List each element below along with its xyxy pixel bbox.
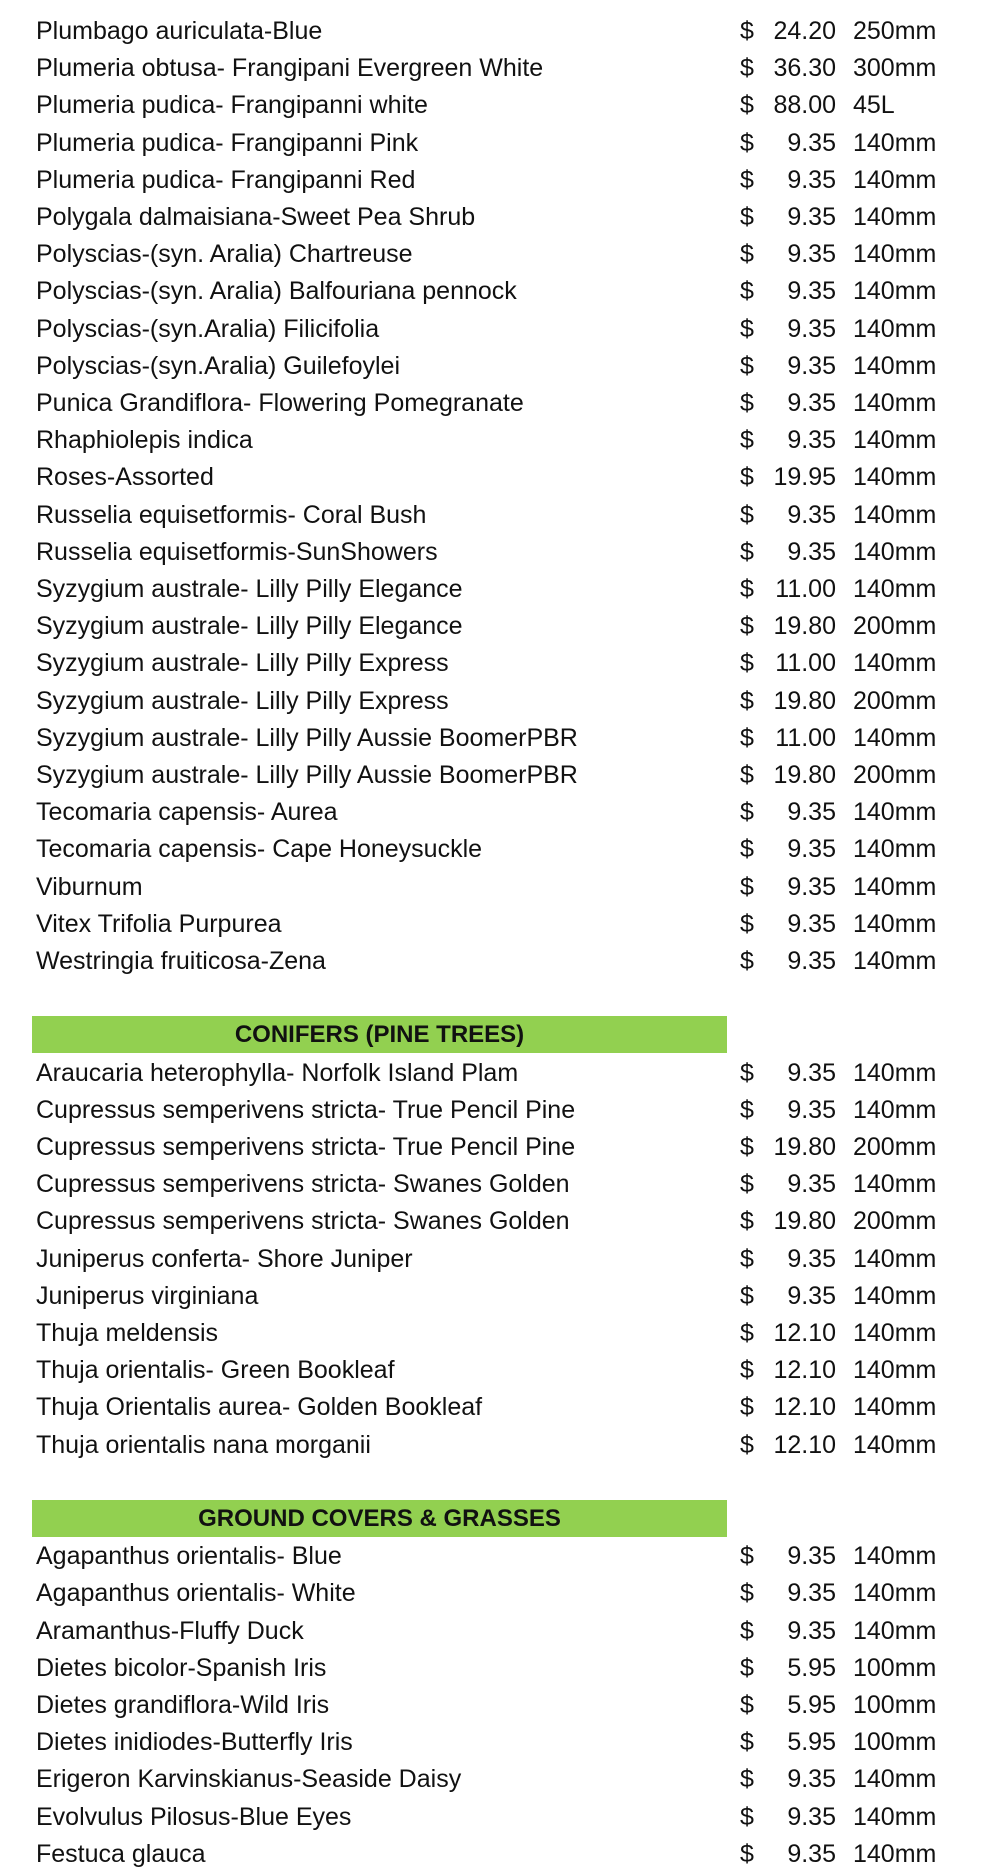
plant-name: Polyscias-(syn. Aralia) Chartreuse: [36, 240, 413, 269]
currency-symbol: $: [740, 1095, 754, 1124]
pot-size: 140mm: [853, 1244, 937, 1273]
list-item: [0, 1723, 988, 1760]
list-item: [0, 310, 988, 347]
price-value: 19.95: [773, 463, 836, 492]
list-item: [0, 161, 988, 198]
list-item: [0, 496, 988, 533]
pot-size: 140mm: [853, 1393, 937, 1422]
pot-size: 140mm: [853, 500, 937, 529]
plant-name: Dietes inidiodes-Butterfly Iris: [36, 1728, 353, 1757]
pot-size: 140mm: [853, 1542, 937, 1571]
list-item: [0, 1835, 988, 1872]
price-value: 19.80: [773, 1207, 836, 1236]
pot-size: 140mm: [853, 909, 937, 938]
list-item: [0, 458, 988, 495]
plant-name: Cupressus semperivens stricta- True Pencil Pine: [36, 1133, 576, 1161]
pot-size: 140mm: [853, 1802, 937, 1831]
plant-name: Syzygium australe- Lilly Pilly Aussie BoomerPBR: [36, 761, 578, 789]
pot-size: 140mm: [853, 314, 937, 343]
plant-name: Cupressus semperivens stricta- True Pencil Pine: [36, 1095, 576, 1124]
price-value: 9.35: [787, 798, 836, 827]
list-item: [0, 198, 988, 235]
list-item: [0, 1537, 988, 1574]
currency-symbol: $: [740, 1244, 754, 1273]
plant-name: Dietes bicolor-Spanish Iris: [36, 1653, 327, 1682]
currency-symbol: $: [740, 835, 754, 864]
list-item: [0, 1277, 988, 1314]
plant-name: Plumeria pudica- Frangipanni white: [36, 91, 428, 120]
plant-name: Polyscias-(syn.Aralia) Filicifolia: [36, 314, 380, 343]
price-value: 9.35: [787, 351, 836, 380]
currency-symbol: $: [740, 1319, 754, 1347]
currency-symbol: $: [740, 54, 754, 83]
currency-symbol: $: [740, 1839, 754, 1868]
price-value: 5.95: [787, 1653, 836, 1682]
price-value: 9.35: [787, 1281, 836, 1310]
plant-name: Cupressus semperivens stricta- Swanes Golden: [36, 1170, 570, 1199]
list-item: [0, 347, 988, 384]
price-value: 9.35: [787, 1244, 836, 1273]
list-item: [0, 533, 988, 570]
price-value: 9.35: [787, 872, 836, 901]
currency-symbol: $: [740, 500, 754, 529]
price-value: 9.35: [787, 203, 836, 231]
price-value: 24.20: [773, 17, 836, 45]
list-item: [0, 905, 988, 942]
list-item: [0, 1165, 988, 1202]
currency-symbol: $: [740, 798, 754, 827]
currency-symbol: $: [740, 761, 754, 789]
pot-size: 140mm: [853, 649, 937, 678]
pot-size: 200mm: [853, 612, 937, 641]
currency-symbol: $: [740, 165, 754, 194]
pot-size: 140mm: [853, 351, 937, 380]
list-item: [0, 49, 988, 86]
pot-size: 250mm: [853, 17, 937, 45]
list-item: [0, 570, 988, 607]
plant-name: Vitex Trifolia Purpurea: [36, 909, 282, 938]
price-value: 9.35: [787, 277, 836, 306]
list-item: [0, 644, 988, 681]
plant-name: Viburnum: [36, 872, 143, 901]
plant-name: Syzygium australe- Lilly Pilly Aussie BoomerPBR: [36, 723, 578, 752]
plant-name: Thuja orientalis nana morganii: [36, 1430, 371, 1459]
plant-name: Agapanthus orientalis- White: [36, 1579, 356, 1608]
plant-name: Evolvulus Pilosus-Blue Eyes: [36, 1802, 352, 1831]
pot-size: 140mm: [853, 1616, 937, 1645]
price-value: 88.00: [773, 91, 836, 120]
list-item: [0, 942, 988, 979]
currency-symbol: $: [740, 128, 754, 157]
pot-size: 140mm: [853, 798, 937, 827]
currency-symbol: $: [740, 686, 754, 715]
price-value: 19.80: [773, 612, 836, 641]
list-item: [0, 682, 988, 719]
plant-name: Polygala dalmaisiana-Sweet Pea Shrub: [36, 203, 476, 231]
price-value: 5.95: [787, 1728, 836, 1757]
currency-symbol: $: [740, 1691, 754, 1719]
price-value: 9.35: [787, 500, 836, 529]
list-item: [0, 272, 988, 309]
pot-size: 140mm: [853, 1095, 937, 1124]
currency-symbol: $: [740, 314, 754, 343]
plant-name: Tecomaria capensis- Cape Honeysuckle: [36, 835, 483, 864]
currency-symbol: $: [740, 17, 754, 45]
price-value: 9.35: [787, 1579, 836, 1608]
list-item: [0, 830, 988, 867]
price-value: 9.35: [787, 314, 836, 343]
plant-name: Syzygium australe- Lilly Pilly Express: [36, 686, 449, 715]
plant-name: Agapanthus orientalis- Blue: [36, 1542, 342, 1571]
plant-name: Thuja orientalis- Green Bookleaf: [36, 1356, 395, 1385]
currency-symbol: $: [740, 1728, 754, 1757]
currency-symbol: $: [740, 1616, 754, 1645]
pot-size: 140mm: [853, 277, 937, 306]
price-value: 9.35: [787, 835, 836, 864]
currency-symbol: $: [740, 872, 754, 901]
plant-name: Erigeron Karvinskianus-Seaside Daisy: [36, 1765, 462, 1794]
list-item: [0, 1314, 988, 1351]
list-item: [0, 421, 988, 458]
pot-size: 140mm: [853, 537, 937, 566]
price-value: 11.00: [775, 649, 836, 678]
list-item: [0, 235, 988, 272]
pot-size: 45L: [853, 91, 895, 120]
plant-name: Plumeria pudica- Frangipanni Pink: [36, 128, 419, 157]
plant-name: Tecomaria capensis- Aurea: [36, 798, 338, 827]
price-value: 9.35: [787, 1765, 836, 1794]
currency-symbol: $: [740, 947, 754, 975]
price-value: 9.35: [787, 1058, 836, 1087]
currency-symbol: $: [740, 91, 754, 120]
plant-name: Dietes grandiflora-Wild Iris: [36, 1691, 330, 1719]
plant-name: Syzygium australe- Lilly Pilly Elegance: [36, 612, 463, 641]
list-item: [0, 1054, 988, 1091]
price-value: 9.35: [787, 1170, 836, 1199]
list-item: [0, 1798, 988, 1835]
list-item: [0, 12, 988, 49]
pot-size: 140mm: [853, 1356, 937, 1385]
currency-symbol: $: [740, 463, 754, 492]
currency-symbol: $: [740, 1579, 754, 1608]
price-value: 9.35: [787, 426, 836, 455]
plant-name: Westringia fruiticosa-Zena: [36, 947, 326, 975]
currency-symbol: $: [740, 1653, 754, 1682]
price-value: 9.35: [787, 1542, 836, 1571]
pot-size: 140mm: [853, 1839, 937, 1868]
currency-symbol: $: [740, 277, 754, 306]
price-value: 9.35: [787, 128, 836, 157]
price-value: 9.35: [787, 1802, 836, 1831]
price-value: 9.35: [787, 909, 836, 938]
plant-name: Punica Grandiflora- Flowering Pomegranate: [36, 389, 524, 417]
plant-name: Juniperus virginiana: [36, 1281, 259, 1310]
currency-symbol: $: [740, 240, 754, 269]
plant-name: Syzygium australe- Lilly Pilly Elegance: [36, 575, 463, 603]
currency-symbol: $: [740, 351, 754, 380]
price-value: 9.35: [787, 240, 836, 269]
list-item: [0, 1388, 988, 1425]
currency-symbol: $: [740, 389, 754, 417]
pot-size: 140mm: [853, 1058, 937, 1087]
currency-symbol: $: [740, 537, 754, 566]
pot-size: 140mm: [853, 426, 937, 455]
pot-size: 140mm: [853, 389, 937, 417]
currency-symbol: $: [740, 426, 754, 455]
list-item: [0, 1649, 988, 1686]
currency-symbol: $: [740, 723, 754, 752]
pot-size: 100mm: [853, 1653, 937, 1682]
plant-name: Russelia equisetformis- Coral Bush: [36, 500, 427, 529]
price-value: 19.80: [773, 761, 836, 789]
list-item: [0, 86, 988, 123]
price-value: 12.10: [773, 1393, 836, 1422]
section-header: [32, 1500, 727, 1537]
list-item: [0, 868, 988, 905]
list-item: [0, 756, 988, 793]
pot-size: 140mm: [853, 1319, 937, 1347]
currency-symbol: $: [740, 1393, 754, 1422]
plant-name: Syzygium australe- Lilly Pilly Express: [36, 649, 449, 678]
pot-size: 140mm: [853, 1170, 937, 1199]
pot-size: 140mm: [853, 575, 937, 603]
price-value: 11.00: [775, 575, 836, 603]
list-item: [0, 1202, 988, 1239]
plant-name: Thuja Orientalis aurea- Golden Bookleaf: [36, 1393, 483, 1422]
plant-name: Plumbago auriculata-Blue: [36, 17, 323, 45]
list-item: [0, 1574, 988, 1611]
list-item: [0, 124, 988, 161]
currency-symbol: $: [740, 1356, 754, 1385]
list-item: [0, 1240, 988, 1277]
pot-size: 200mm: [853, 1133, 937, 1161]
plant-name: Juniperus conferta- Shore Juniper: [36, 1244, 413, 1273]
pot-size: 300mm: [853, 54, 937, 83]
list-item: [0, 1091, 988, 1128]
price-value: 9.35: [787, 1095, 836, 1124]
price-value: 9.35: [787, 165, 836, 194]
currency-symbol: $: [740, 1765, 754, 1794]
list-item: [0, 793, 988, 830]
price-value: 9.35: [787, 1616, 836, 1645]
plant-name: Polyscias-(syn. Aralia) Balfouriana pennock: [36, 277, 517, 306]
pot-size: 100mm: [853, 1728, 937, 1757]
currency-symbol: $: [740, 1802, 754, 1831]
plant-name: Cupressus semperivens stricta- Swanes Golden: [36, 1207, 570, 1236]
pot-size: 200mm: [853, 1207, 937, 1236]
plant-name: Rhaphiolepis indica: [36, 426, 253, 455]
pot-size: 140mm: [853, 872, 937, 901]
pot-size: 140mm: [853, 203, 937, 231]
price-value: 12.10: [773, 1356, 836, 1385]
price-value: 19.80: [773, 1133, 836, 1161]
currency-symbol: $: [740, 909, 754, 938]
currency-symbol: $: [740, 203, 754, 231]
section-title: GROUND COVERS & GRASSES: [198, 1505, 561, 1532]
currency-symbol: $: [740, 1058, 754, 1087]
plant-name: Russelia equisetformis-SunShowers: [36, 537, 438, 566]
pot-size: 140mm: [853, 1765, 937, 1794]
list-item: [0, 607, 988, 644]
price-value: 5.95: [787, 1691, 836, 1719]
currency-symbol: $: [740, 1542, 754, 1571]
pot-size: 140mm: [853, 1579, 937, 1608]
price-value: 11.00: [775, 723, 836, 752]
currency-symbol: $: [740, 1281, 754, 1310]
currency-symbol: $: [740, 1207, 754, 1236]
list-item: [0, 1612, 988, 1649]
list-item: [0, 1426, 988, 1463]
currency-symbol: $: [740, 1133, 754, 1161]
list-item: [0, 1760, 988, 1797]
pot-size: 140mm: [853, 128, 937, 157]
pot-size: 140mm: [853, 463, 937, 492]
plant-name: Aramanthus-Fluffy Duck: [36, 1616, 304, 1645]
price-value: 12.10: [773, 1430, 836, 1459]
pot-size: 140mm: [853, 835, 937, 864]
price-value: 9.35: [787, 947, 836, 975]
list-item: [0, 384, 988, 421]
currency-symbol: $: [740, 612, 754, 641]
plant-name: Thuja meldensis: [36, 1319, 219, 1347]
pot-size: 140mm: [853, 723, 937, 752]
price-value: 12.10: [773, 1319, 836, 1347]
pot-size: 140mm: [853, 240, 937, 269]
currency-symbol: $: [740, 1430, 754, 1459]
price-value: 19.80: [773, 686, 836, 715]
currency-symbol: $: [740, 575, 754, 603]
section-header: [32, 1016, 727, 1053]
pot-size: 200mm: [853, 686, 937, 715]
pot-size: 200mm: [853, 761, 937, 789]
section-title: CONIFERS (PINE TREES): [234, 1021, 525, 1049]
plant-name: Plumeria obtusa- Frangipani Evergreen White: [36, 54, 544, 83]
plant-name: Roses-Assorted: [36, 463, 214, 492]
price-value: 9.35: [787, 1839, 836, 1868]
pot-size: 140mm: [853, 1430, 937, 1459]
pot-size: 140mm: [853, 165, 937, 194]
list-item: [0, 1128, 988, 1165]
plant-name: Plumeria pudica- Frangipanni Red: [36, 165, 416, 194]
plant-name: Festuca glauca: [36, 1839, 206, 1868]
pot-size: 140mm: [853, 947, 937, 975]
price-value: 9.35: [787, 537, 836, 566]
plant-name: Polyscias-(syn.Aralia) Guilefoylei: [36, 351, 401, 380]
price-value: 36.30: [773, 54, 836, 83]
plant-name: Araucaria heterophylla- Norfolk Island Plam: [36, 1058, 519, 1087]
currency-symbol: $: [740, 649, 754, 678]
list-item: [0, 1351, 988, 1388]
pot-size: 100mm: [853, 1691, 937, 1719]
list-item: [0, 719, 988, 756]
pot-size: 140mm: [853, 1281, 937, 1310]
list-item: [0, 1686, 988, 1723]
currency-symbol: $: [740, 1170, 754, 1199]
price-value: 9.35: [787, 389, 836, 417]
